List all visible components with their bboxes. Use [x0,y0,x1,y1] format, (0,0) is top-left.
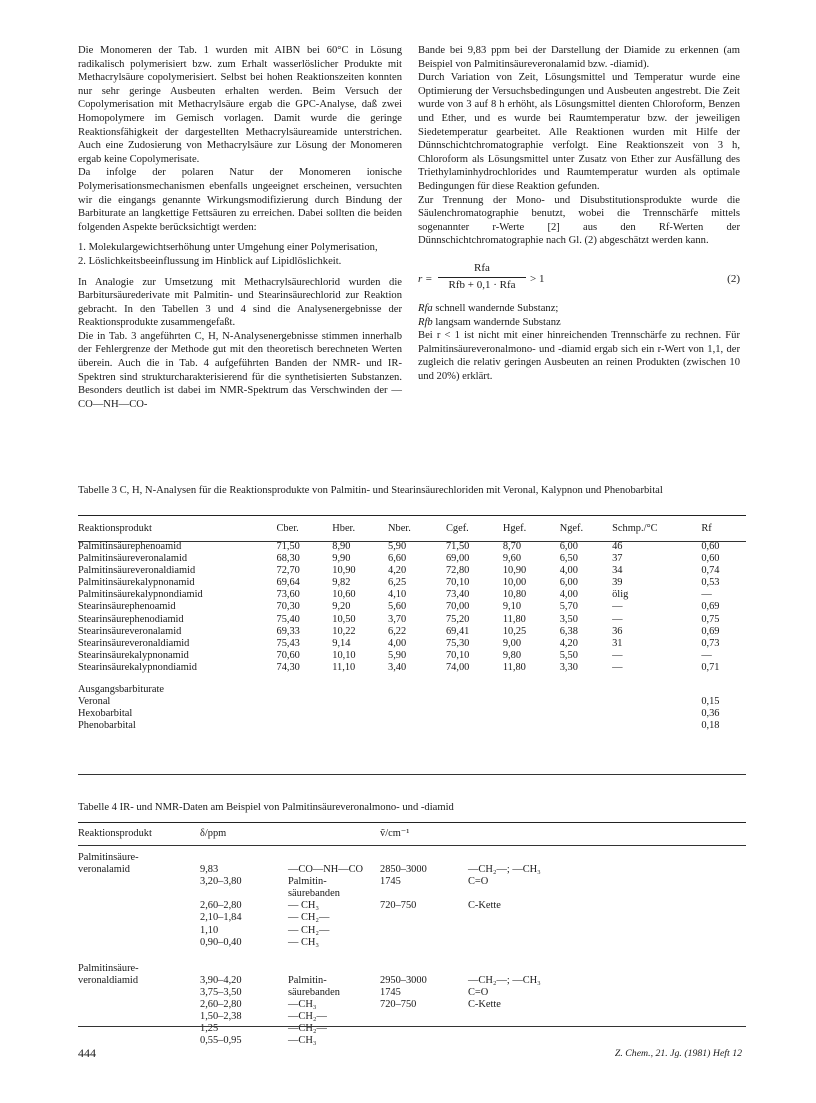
table-cell: Palmitinsäurekalypnonamid [78,577,195,589]
table-cell: 5,50 [559,649,578,661]
col-header: Nber. [388,523,411,534]
product-name [78,1035,200,1047]
table-row [78,1035,746,1047]
table-cell: 4,00 [559,565,578,577]
table-row [78,601,746,613]
table-cell: 9,80 [502,649,522,661]
table-cell: 9,10 [502,601,522,613]
table-cell: — [612,613,623,625]
col-header: Hgef. [502,523,527,534]
table-cell [380,912,468,924]
table-cell: 720–750 [380,900,417,912]
table-cell: 11,80 [502,661,526,673]
table-cell: 5,90 [388,649,407,661]
table-cell: — [701,589,712,601]
table-cell: —CH₃ [288,1035,317,1047]
table-cell: 69,41 [445,625,470,637]
table-rule [78,515,746,516]
table-cell: — CH₂— [288,912,330,924]
table-cell: — [612,649,623,661]
table-cell: 3,70 [388,613,407,625]
spacer-row [78,674,746,684]
product-name [78,925,200,937]
table-row [78,589,746,601]
table-cell: 0,60 [701,553,720,565]
table-row [78,963,746,975]
definition-text: schnell wandernde Substanz; [435,302,559,314]
table4-caption: Tabelle 4 IR- und NMR-Daten am Beispiel von Palmitinsäureveronalmono- und -diamid [78,802,454,813]
table-cell: 0,90–0,40 [200,936,242,948]
table-cell: — [701,649,712,661]
col-header: Schmp./°C [612,523,658,534]
table3-caption: Tabelle 3 C, H, N-Analysen für die Reaktionsprodukte von Palmitin- und Stearinsäurechloriden mit Veronal, Kalypnon und Phenobarbital [78,485,663,496]
table-cell: 69,00 [445,553,470,565]
table-cell: 1745 [380,986,401,998]
table-cell: — [612,661,623,673]
product-name [78,937,200,949]
table-cell: 0,69 [701,601,720,613]
table-cell: 1,25 [200,1023,219,1035]
table-row [78,662,746,674]
table-cell: Palmitinsäurekalypnondiamid [78,589,203,601]
symbol: Rfb [418,316,433,328]
table-cell: 6,25 [388,577,407,589]
table-cell: 10,50 [332,613,356,625]
table-cell: Stearinsäureveronalamid [78,625,182,637]
col-header: Reaktionsprodukt [78,523,152,534]
table-cell: 3,90–4,20 [200,974,242,986]
paragraph: Die in Tab. 3 angeführten C, H, N-Analysenergebnisse stimmen innerhalb der Fehlergrenze der Methode gut mit den theoretisch berechneten Werten überein. Auch die in Tab. 4 aufgeführten Banden der NMR- und IR-Spektren sind strukturcharakterisierend für die synthetisierten Substanzen. Besonders deutlich ist dabei im NMR-Spektrum das Verschwinden der —CO—NH—CO- [78,330,402,410]
table-cell: 3,20–3,80 [200,876,242,888]
table-cell: 31 [612,637,623,649]
table-cell: 4,00 [388,637,407,649]
table-cell: 3,30 [559,661,578,673]
table-cell [468,937,746,949]
definition-text: langsam wandernde Substanz [435,316,561,328]
table-rule [78,1026,746,1027]
table-cell: 9,90 [332,553,351,565]
table-cell [468,912,746,924]
table-cell: 10,60 [332,589,356,601]
list-item: 1. Molekulargewichtserhöhung unter Umgehung einer Polymerisation, [78,242,378,254]
table-cell: 0,71 [701,661,720,673]
table-cell: 69,33 [276,625,300,637]
table-cell: 5,90 [388,541,407,552]
spacer-row [78,949,746,963]
table-cell: —CH₂—; —CH₃ [468,864,541,876]
table-cell: — CH₃ [288,936,320,948]
table-cell: 4,20 [388,565,407,577]
table-cell [200,888,288,900]
table-cell: 0,60 [701,541,720,552]
product-name [78,888,200,900]
table-header-row [78,828,746,852]
table-cell: 1745 [380,876,401,888]
table-cell: 0,73 [701,637,720,649]
table-cell [468,1011,746,1023]
table-cell: 10,80 [502,589,527,601]
table-cell: 10,90 [502,565,527,577]
table-cell: 2,10–1,84 [200,912,242,924]
table-row [78,577,746,589]
table-cell: 69,64 [276,577,300,589]
table-row [78,626,746,638]
col-header-empty [288,828,380,852]
table-cell: 1,50–2,38 [200,1011,242,1023]
equation-denominator: Rfb + 0,1 · Rfa [448,278,516,291]
table-row [78,650,746,662]
table-cell: 9,00 [502,637,522,649]
table-row [78,888,746,900]
table-cell: 6,00 [559,577,578,589]
table-cell: 8,70 [502,541,522,552]
table-cell: Veronal [78,696,111,708]
table-cell: —CH₂—; —CH₃ [468,974,541,986]
table-cell [380,937,468,949]
equation-fraction [438,262,526,292]
table-cell: Palmitin- [288,876,327,888]
table-row [78,614,746,626]
table-cell: 0,75 [701,613,720,625]
table-cell: 6,22 [388,625,407,637]
col-header: Ngef. [559,523,584,534]
table-cell: 6,60 [388,553,407,565]
table-cell: C-Kette [468,999,501,1011]
table-cell: —CH₂— [288,1011,327,1023]
table-cell: säurebanden [288,986,340,998]
table-row [78,876,746,888]
table-cell: 0,18 [701,720,720,732]
table-cell: 74,30 [276,661,300,673]
paragraph: Bei r < 1 ist nicht mit einer hinreichenden Trennschärfe zu rechnen. Für Palmitinsäureveronalmono- und -diamid ergab sich ein r-Wert von 1,1, der zugleich die relativ geringen Ausbeuten an reinen Produkten (zwischen 10 und 20%) erklärt. [418,330,740,382]
col-header: ṽ/cm⁻¹ [380,828,410,839]
table-cell: 68,30 [276,553,300,565]
table-cell: 6,38 [559,625,578,637]
table-cell: 10,10 [332,649,356,661]
table-cell: 10,90 [332,565,356,577]
table-row [78,987,746,999]
table-cell: 73,40 [445,589,470,601]
table-cell: 75,43 [276,637,300,649]
table-cell: 0,15 [701,696,720,708]
table-rule [78,822,746,823]
table-cell: Palmitin- [288,974,327,986]
symbol: Rfa [418,302,433,314]
table-cell: 0,36 [701,708,720,720]
table4-body [78,828,746,1047]
table-cell: 3,50 [559,613,578,625]
table-cell: Palmitinsäureveronaldiamid [78,565,196,577]
table-row [78,553,746,565]
list-item: 2. Löslichkeitsbeeinflussung im Hinblick auf Lipidlöslichkeit. [78,255,342,267]
table-cell: 4,20 [559,637,578,649]
spacer-cell [78,949,746,963]
product-name [78,900,200,912]
product-name [78,1011,200,1023]
table-cell: Hexobarbital [78,708,133,720]
table-subheading-row [78,684,746,696]
table-cell: 70,60 [276,649,300,661]
col-header: δ/ppm [200,828,227,839]
table-cell: 10,00 [502,577,527,589]
table-cell: —CH₂— [288,1023,327,1035]
table-cell: 9,82 [332,577,351,589]
table-cell: ölig [612,589,629,601]
table-cell: 72,70 [276,565,300,577]
paragraph: Bande bei 9,83 ppm bei der Darstellung der Diamide zu erkennen (am Beispiel von Palmitinsäureveronalamid bzw. -diamid). [418,45,740,70]
spacer-cell [78,674,746,684]
table-cell: 720–750 [380,999,417,1011]
product-name [78,987,200,999]
table-cell: Stearinsäurephenodiamid [78,613,184,625]
table-cell: 2,60–2,80 [200,999,242,1011]
table-cell: Phenobarbital [78,720,136,732]
table-cell: 75,40 [276,613,300,625]
table-cell: 6,00 [559,541,578,552]
table-cell: 75,30 [445,637,470,649]
table-cell: 2950–3000 [380,974,427,986]
table-cell: —CH₃ [288,999,317,1011]
paragraph: In Analogie zur Umsetzung mit Methacrylsäurechlorid wurden die Barbitursäurederivate mit Palmitin- und Stearinsäurechlorid zur Reaktion gebracht. In den Tabellen 3 und 4 sind die Analysenergebnisse der Reaktionsprodukte zusammengefaßt. [78,276,402,329]
table-cell: 72,80 [445,565,470,577]
table-cell: 11,10 [332,661,356,673]
table-row [78,708,746,720]
table-row [78,565,746,577]
table-row [78,638,746,650]
table-cell: Stearinsäureveronaldiamid [78,637,190,649]
symbol-definition [418,316,740,330]
table-row [78,864,746,876]
table-cell [468,1035,746,1047]
table-cell: 37 [612,553,623,565]
equation-numerator: Rfa [438,262,526,278]
table-cell: 10,22 [332,625,356,637]
table-cell: C=O [468,876,489,888]
table-cell: 2,60–2,80 [200,900,242,912]
table-cell [468,925,746,937]
table-cell: 70,10 [445,649,470,661]
col-header: Cber. [276,523,299,534]
table-cell: 4,10 [388,589,407,601]
col-header: Cgef. [445,523,469,534]
table-cell: 0,69 [701,625,720,637]
table-row [78,900,746,912]
equation-number: (2) [727,272,740,285]
table-cell: 36 [612,625,623,637]
equation-relation: > 1 [530,272,545,285]
right-text-column [418,44,740,383]
table-cell [380,1035,468,1047]
table-cell: 9,60 [502,553,522,565]
table-cell [380,888,468,900]
table-cell: 34 [612,565,623,577]
table-cell: 71,50 [445,541,470,552]
paragraph: Da infolge der polaren Natur der Monomeren ionische Polymerisationsmechanismen ebenfalls ungeeignet erscheinen, versuchten wir die eingangs genannte Wirkungsmodifizierung durch Bindung der Barbiturate an langkettige Fettsäuren zu erreichen. Dabei sollten die beiden folgenden Aspekte berücksichtigt werden: [78,167,402,233]
table-cell: — CH₂— [288,924,330,936]
left-text-column [78,44,402,411]
table-cell: 1,10 [200,924,219,936]
table-cell: 4,00 [559,589,578,601]
table-cell: 6,50 [559,553,578,565]
table-cell: —CO—NH—CO [288,864,364,876]
table-cell: Stearinsäurephenoamid [78,601,176,613]
table-cell: 39 [612,577,623,589]
equation-2 [418,262,740,302]
product-name [78,999,200,1011]
table-cell [380,925,468,937]
table-cell: 2850–3000 [380,864,427,876]
table-cell: 3,75–3,50 [200,986,242,998]
table-cell: 11,80 [502,613,526,625]
table-cell: Palmitinsäureveronalamid [78,553,188,565]
table-cell: — [612,601,623,613]
table-row [78,720,746,732]
table-cell: 73,60 [276,589,300,601]
product-name: Palmitinsäure- [78,852,139,863]
paragraph: Durch Variation von Zeit, Lösungsmittel und Temperatur wurde eine Optimierung der Versuchsbedingungen und Ausbeuten angestrebt. Die Zeit wurde von 3 auf 8 h erhöht, als Lösungsmittel dienten Chloroform, Benzen und Ether, und es wurde bei Raumtemperatur bzw. der jeweiligen Siedetemperatur gearbeitet. Alle Reaktionen wurden mit Hilfe der Dünnschichtchromatographie verfolgt. Eine Reaktionszeit von 3 h, Chloroform als Lösungsmittel unter Zusatz von Ether zur Ausfällung des Triethylaminhydrochlorides und Raumtemperatur wurden als optimale Bedingungen für diese Reaktion gefunden. [418,72,740,192]
table-row [78,975,746,987]
table-row [78,696,746,708]
table-row [78,999,746,1011]
paragraph: Zur Trennung der Mono- und Disubstitutionsprodukte wurde die Säulenchromatographie benutzt, wobei die Trennschärfe mittels sogenannter r-Werte [2] aus den Rf-Werten der Dünnschichtchromatographie nach Gl. (2) abgeschätzt werden kann. [418,194,740,247]
product-name: Palmitinsäure- [78,962,139,974]
table-cell: 9,83 [200,864,219,876]
table-cell: C=O [468,986,489,998]
col-header: Hber. [332,523,356,534]
table-cell: 5,70 [559,601,578,613]
page-number: 444 [78,1046,96,1060]
table4 [78,828,746,1047]
table-row [78,1011,746,1023]
table-row [78,852,746,864]
table-cell: 5,60 [388,601,407,613]
table-cell: — CH₃ [288,900,320,912]
table-cell: C-Kette [468,900,501,912]
table-cell: 0,53 [701,577,720,589]
table-cell: 3,40 [388,661,407,673]
symbol-definition [418,302,740,316]
table-cell [468,888,746,900]
table-cell [380,1011,468,1023]
table-cell: 8,90 [332,541,351,552]
table-row [78,541,746,553]
product-name [78,876,200,888]
table3-body [78,541,746,732]
table-cell: Palmitinsäurephenoamid [78,541,182,552]
table-cell: Stearinsäurekalypnondiamid [78,661,197,673]
table-subheading: Ausgangsbarbiturate [78,684,164,696]
table-cell: 75,20 [445,613,470,625]
product-name [78,912,200,924]
equation-lhs: r = [418,272,433,285]
table-cell: 70,00 [445,601,470,613]
table-cell: 9,14 [332,637,351,649]
product-name: veronaldiamid [78,974,139,986]
table-cell: 10,25 [502,625,527,637]
table3 [78,523,746,732]
col-header: Rf [701,523,712,534]
table-rule [78,774,746,775]
table-cell: Stearinsäurekalypnonamid [78,649,189,661]
table-cell: 0,74 [701,565,720,577]
table-cell: 71,50 [276,541,300,552]
table-cell: 74,00 [445,661,470,673]
table-row [78,937,746,949]
journal-reference: Z. Chem., 21. Jg. (1981) Heft 12 [614,1048,742,1059]
table-cell: 70,30 [276,601,300,613]
table-cell: 70,10 [445,577,470,589]
table-row [78,925,746,937]
table-cell: 46 [612,541,623,552]
table-cell: säurebanden [288,888,340,900]
table-cell: 9,20 [332,601,351,613]
paragraph: Die Monomeren der Tab. 1 wurden mit AIBN bei 60°C in Lösung radikalisch polymerisiert bzw. zum Erhalt wasserlöslicher Produkte mit Methacrylsäure copolymerisiert. Selbst bei hohen Reaktionszeiten konnten nur sehr geringe Ausbeuten erhalten werden. Beim Versuch der Copolymerisation mit Methacrylsäure ergab die GPC-Analyse, daß zwei Homopolymere im Gemisch vorlagen. Damit wurde die geringe Reaktionsfähigkeit der dargestellten Methacrylsäureamide unterstrichen. Auch eine Zudosierung von Methacrylsäure zur Lösung der Monomeren ergab keine Copolymerisate. [78,45,402,165]
table-cell: 0,55–0,95 [200,1035,242,1047]
product-name: veronalamid [78,864,130,876]
table-header-row [78,523,746,541]
table-row [78,912,746,924]
col-header: Reaktionsprodukt [78,828,152,839]
